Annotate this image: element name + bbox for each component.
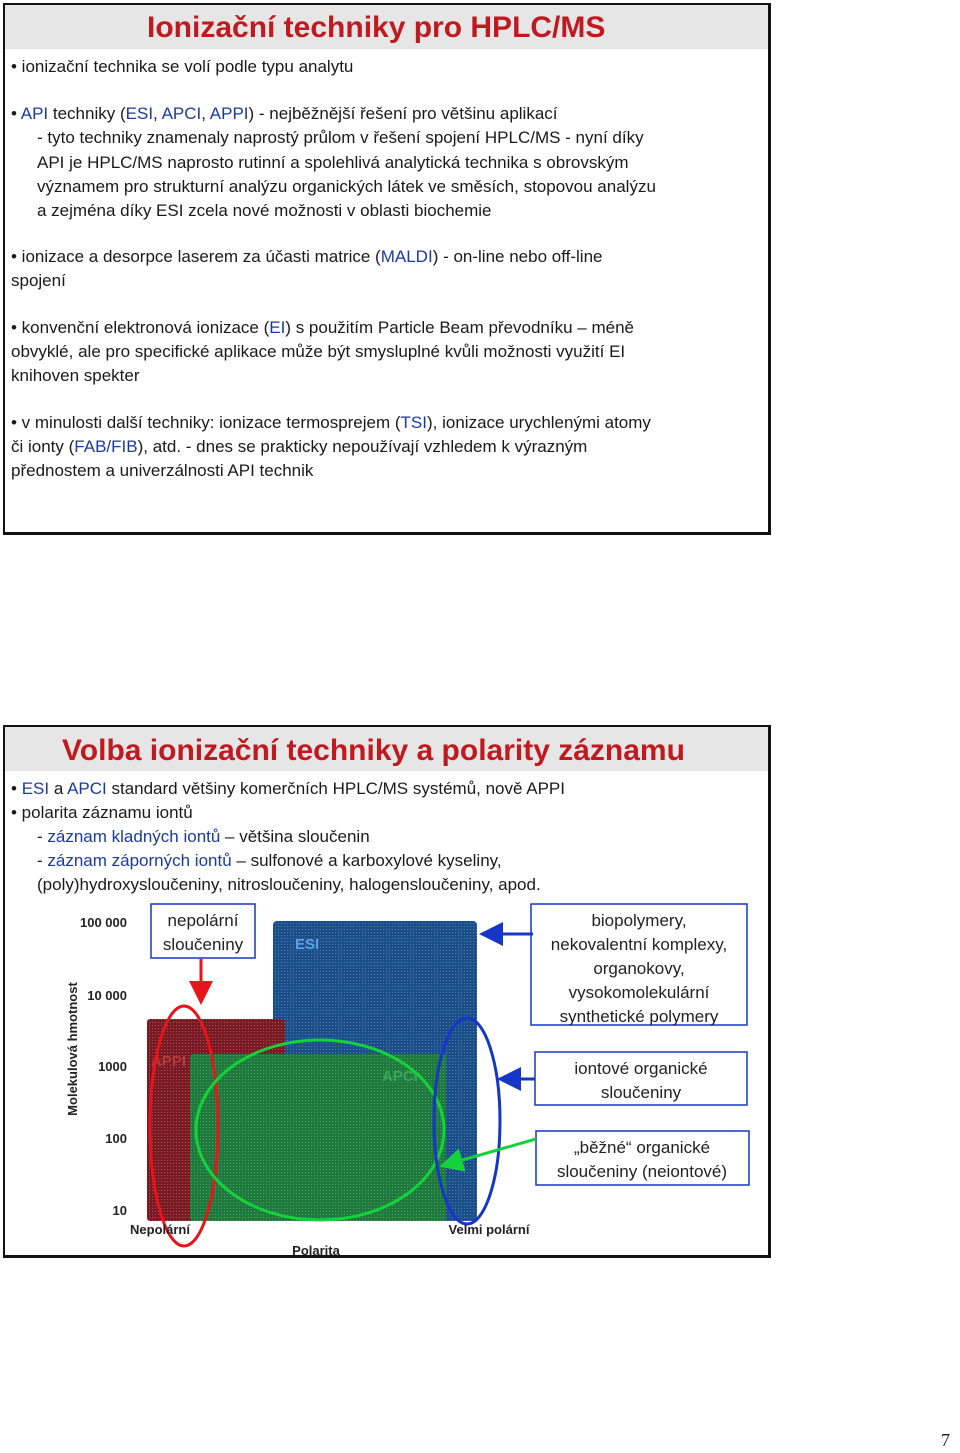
highlight-maldi: MALDI — [380, 247, 433, 266]
highlight-fab: FAB/FIB — [74, 437, 138, 456]
bullet-technique-choice: • ionizační technika se volí podle typu analytu — [11, 57, 354, 76]
api-detail-line: API je HPLC/MS naprosto rutinní a spolehlivá analytická technika s obrovským — [37, 153, 629, 172]
y-tick-label: 100 — [105, 1131, 127, 1146]
highlight-tsi: TSI — [400, 413, 427, 432]
slide-title: Ionizační techniky pro HPLC/MS — [147, 11, 606, 44]
api-detail-line: a zejména díky ESI zcela nové možnosti v oblasti biochemie — [37, 201, 492, 220]
line-esi-apci: • ESI a APCI standard většiny komerčních HPLC/MS systémů, nově APPI — [11, 779, 565, 798]
x-right-label: Velmi polární — [448, 1222, 530, 1237]
highlight-api: API — [20, 104, 49, 123]
box-ionic-line: sloučeniny — [600, 1083, 682, 1102]
y-axis-label: Molekulová hmotnost — [65, 982, 80, 1116]
box-common-line: sloučeniny (neiontové) — [556, 1162, 728, 1181]
region-esi-label: ESI — [295, 936, 320, 953]
bullet-ei-cont: knihoven spekter — [11, 366, 140, 385]
box-nonpolar-line: sloučeniny — [162, 935, 244, 954]
y-tick-label: 100 000 — [80, 915, 127, 930]
highlight-appi: APPI — [209, 104, 249, 123]
bullet-ei-cont: obvyklé, ale pro specifické aplikace může být smysluplné kvůli možnosti využití EI — [11, 342, 626, 361]
slide-title-bar — [5, 5, 768, 49]
highlight-positive: záznam kladných iontů — [47, 827, 221, 846]
box-biopolymers-line: nekovalentní komplexy, — [550, 935, 728, 954]
line-polarity: • polarita záznamu iontů — [11, 803, 193, 822]
x-axis-label: Polarita — [292, 1243, 340, 1258]
page-number: 7 — [941, 1430, 950, 1450]
bullet-api-techniques: • API techniky (ESI, APCI, APPI) - nejběžnější řešení pro většinu aplikací — [11, 104, 558, 123]
highlight-apci: APCI — [67, 779, 107, 798]
x-left-label: Nepolární — [130, 1222, 190, 1237]
bullet-maldi: • ionizace a desorpce laserem za účasti matrice (MALDI) - on-line nebo off-line — [11, 247, 603, 266]
slide-title-bar — [5, 727, 768, 771]
region-appi-label: APPI — [151, 1053, 187, 1070]
highlight-esi: ESI — [125, 104, 154, 123]
api-detail-line: významem pro strukturní analýzu organických látek ve směsích, stopovou analýzu — [37, 177, 656, 196]
api-detail-line: - tyto techniky znamenaly naprostý průlom v řešení spojení HPLC/MS - nyní díky — [37, 128, 644, 147]
region-apci-label: APCI — [382, 1068, 418, 1085]
box-common-line: „běžné“ organické — [573, 1138, 711, 1157]
bullet-past-techniques-cont: či ionty (FAB/FIB), atd. - dnes se prakticky nepoužívají vzhledem k výrazným — [11, 437, 588, 456]
slide-ionization-techniques — [3, 3, 771, 535]
highlight-apci: APCI — [161, 104, 202, 123]
bullet-ei: • konvenční elektronová ionizace (EI) s použitím Particle Beam převodníku – méně — [11, 318, 634, 337]
bullet-past-techniques-cont: přednostem a univerzálnosti API technik — [11, 461, 314, 480]
highlight-negative: záznam záporných iontů — [47, 851, 232, 870]
bullet-past-techniques: • v minulosti další techniky: ionizace termosprejem (TSI), ionizace urychlenými atomy — [11, 413, 651, 432]
line-negative-ions-cont: (poly)hydroxysloučeniny, nitrosloučeniny, halogensloučeniny, apod. — [37, 875, 541, 894]
y-tick-label: 10 000 — [87, 988, 127, 1003]
highlight-ei: EI — [269, 318, 286, 337]
box-biopolymers-line: biopolymery, — [591, 911, 687, 930]
box-biopolymers-line: organokovy, — [593, 959, 685, 978]
highlight-esi: ESI — [21, 779, 50, 798]
bullet-maldi-cont: spojení — [11, 271, 66, 290]
ionization-applicability-diagram — [5, 899, 770, 1258]
box-nonpolar-line: nepolární — [167, 911, 239, 930]
y-tick-label: 1000 — [98, 1059, 127, 1074]
box-ionic-line: iontové organické — [574, 1059, 708, 1078]
box-biopolymers-line: synthetické polymery — [559, 1007, 719, 1026]
box-biopolymers-line: vysokomolekulární — [568, 983, 710, 1002]
slide-technique-polarity-choice — [3, 725, 771, 1258]
slide-title: Volba ionizační techniky a polarity záznamu — [62, 734, 685, 767]
line-negative-ions: - záznam záporných iontů – sulfonové a karboxylové kyseliny, — [37, 851, 502, 870]
line-positive-ions: - záznam kladných iontů – většina sloučenin — [37, 827, 370, 846]
y-tick-label: 10 — [112, 1203, 127, 1218]
